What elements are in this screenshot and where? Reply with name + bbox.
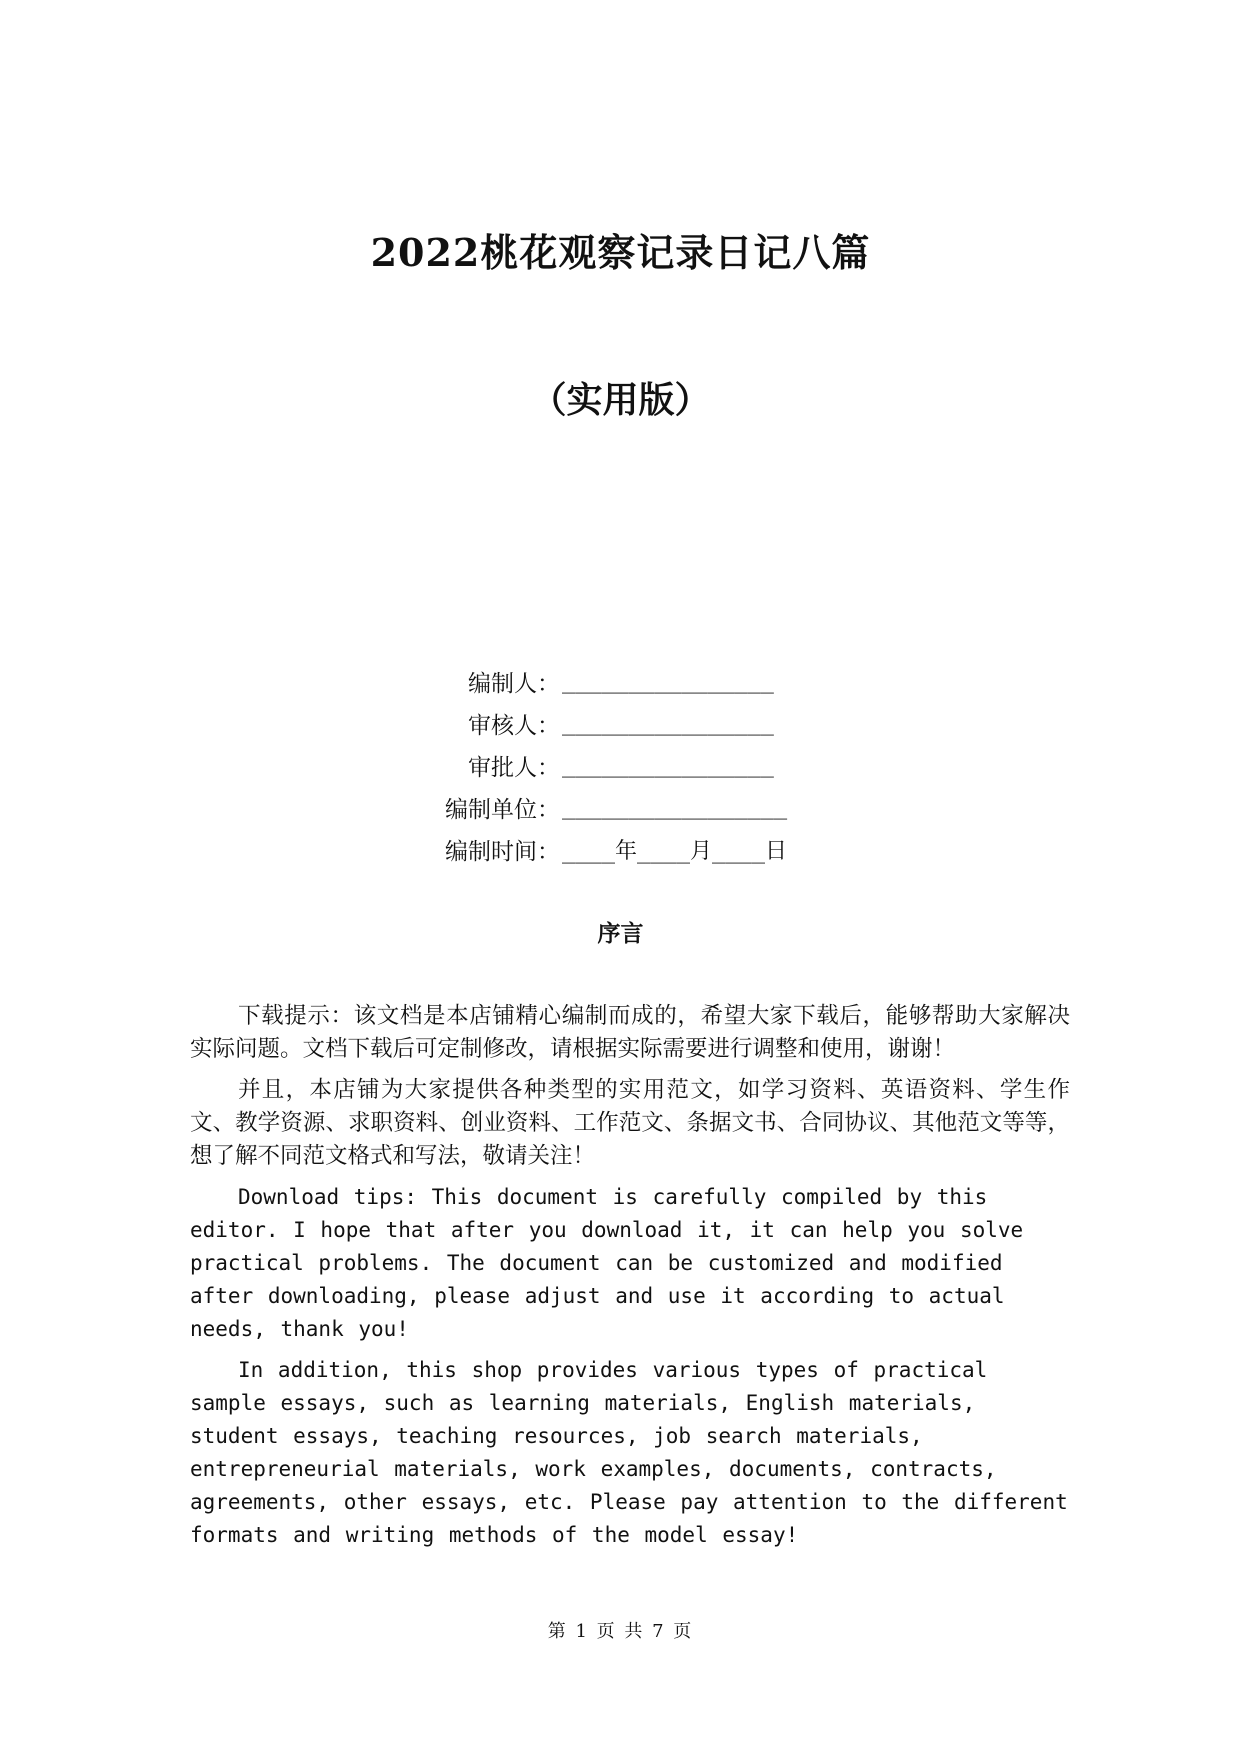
info-block: [0, 660, 1241, 870]
preface-body: [190, 1000, 1070, 1560]
info-blank-line: ________________: [562, 710, 774, 736]
info-label: 审批人：: [468, 754, 560, 781]
paragraph-download-tip-en: Download tips: This document is carefully compiled by this editor. I hope that after you download it, it can help you solve practical problems. The document can be customized and modified after downloading, please adjust and use it according to actual needs, thank you!: [190, 1185, 1024, 1341]
info-blank-line: ________________: [562, 752, 774, 778]
info-label: 编制人：: [468, 670, 560, 697]
info-row-reviewer: [0, 702, 1241, 744]
info-label: 编制单位：: [445, 796, 560, 823]
info-row-approver: [0, 744, 1241, 786]
preface-heading: 序言: [597, 921, 644, 947]
info-row-compiler: [0, 660, 1241, 702]
paragraph-download-tip-cn: 下载提示：该文档是本店铺精心编制而成的，希望大家下载后，能够帮助大家解决实际问题。文档下载后可定制修改，请根据实际需要进行调整和使用，谢谢！: [190, 1003, 1070, 1062]
info-blank-line: _________________: [562, 794, 788, 820]
info-label: 编制时间：: [445, 838, 560, 865]
paragraph-shop-info-cn: 并且，本店铺为大家提供各种类型的实用范文，如学习资料、英语资料、学生作文、教学资源、求职资料、创业资料、工作范文、条据文书、合同协议、其他范文等等，想了解不同范文格式和写法，敬请关注！: [190, 1077, 1070, 1169]
info-label: 审核人：: [468, 712, 560, 739]
page-footer: 第 1 页 共 7 页: [547, 1621, 694, 1642]
paragraph-shop-info-en: In addition, this shop provides various types of practical sample essays, such as learning materials, English materials, student essays, teaching resources, job search materials, entrepreneurial materials, work examples, documents, contracts, agreements, other essays, etc. Please pay attention to the different formats and writing methods of the model essay!: [190, 1358, 1068, 1547]
document-subtitle: （实用版）: [530, 379, 711, 421]
info-row-unit: [0, 786, 1241, 828]
document-title: 2022桃花观察记录日记八篇: [370, 230, 871, 275]
info-blank-line: ________________: [562, 668, 774, 694]
info-row-date: [0, 828, 1241, 870]
info-date-blank: ____年____月____日: [562, 838, 787, 864]
